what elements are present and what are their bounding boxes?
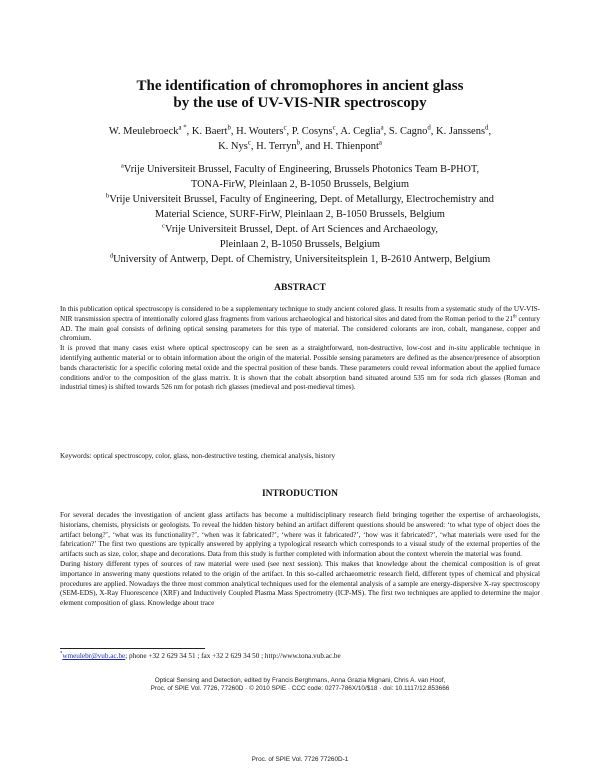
author-sup: a (380, 124, 384, 132)
author: H. Wouters (236, 126, 284, 137)
affiliation-line: Vrije Universiteit Brussel, Dept. of Art Sciences and Archaeology, (165, 224, 438, 235)
proceedings-line-1: Optical Sensing and Detection, edited by Francis Berghmans, Anna Grazia Mignani, Chris A. van Hoof, (154, 677, 446, 684)
author: W. Meulebroeck (108, 126, 179, 137)
email-link[interactable]: wmeulebr@vub.ac.be (62, 652, 126, 660)
abstract-body (60, 305, 540, 393)
proceedings-info (60, 677, 540, 693)
affiliation-sup: d (109, 252, 114, 260)
affiliation-line: Pleinlaan 2, B-1050 Brussels, Belgium (219, 239, 381, 250)
abstract-heading: ABSTRACT (274, 283, 326, 293)
author: P. Cosyns (291, 126, 333, 137)
author-sup: b (227, 124, 231, 132)
intro-paragraph-2: During history different types of sources of raw material were used (see next session). This makes that knowledge about the chemical composition is of great importance in answering many questions related to the origin of the artifact. In this so-called archaeometric research field, different types of chemical and physical procedures are applied. Nowadays the three most common analytical techniques used for the elemental analysis of a sample are energy-dispersive X-ray spectroscopy (SEM-EDS), X-Ray Fluorescence (XRF) and Inductively Coupled Plasma Mass Spectrometry (ICP-MS). The first two techniques are applied to determine the major element composition of glass. Knowledge about trace (60, 559, 540, 608)
author: K. Nys (218, 141, 248, 152)
author: K. Baert (191, 126, 228, 137)
footnote: *wmeulebr@vub.ac.be; phone +32 2 629 34 51 ; fax +32 2 629 34 50 ; http://www.tona.vub.ac.be (60, 651, 341, 660)
author-sup: d (485, 124, 489, 132)
affiliation-c (60, 222, 540, 237)
affiliation-sup: a (120, 162, 124, 170)
title-line-1: The identification of chromophores in ancient glass (136, 78, 464, 94)
author: S. Cagno (388, 126, 428, 137)
affiliation-line: Vrije Universiteit Brussel, Faculty of Engineering, Dept. of Metallurgy, Electrochemistry and (109, 194, 494, 205)
affiliation-line: TONA-FirW, Pleinlaan 2, B-1050 Brussels, Belgium (191, 179, 409, 190)
affiliation-d (60, 252, 540, 267)
affiliation-b (60, 192, 540, 207)
author-sup: b (296, 139, 301, 147)
author-sup: a (378, 139, 382, 147)
author-sup: c (283, 124, 287, 132)
introduction-body (60, 511, 540, 609)
author-list: W. Meulebroeck$^{a *}$, K. Baert$^b$, H. Wouters$^c$, P. Cosyns$^c$, A. Ceglia$^a$, S. Cagno$^d$, K. Janssens$^d$, K. Nys$^c$, H. Terryn$^b$, and H. Thienpont$^a$ (108, 124, 492, 152)
affiliation-line: Material Science, SURF-FirW, Pleinlaan 2, B-1050 Brussels, Belgium (155, 209, 445, 220)
author: H. Thienpont (323, 141, 379, 152)
introduction-heading: INTRODUCTION (261, 489, 338, 499)
paper-title (60, 78, 540, 112)
author-sup: c (332, 124, 336, 132)
affiliation-sup: b (106, 192, 110, 200)
proceedings-line-2: Proc. of SPIE Vol. 7726, 77260D · © 2010 SPIE · CCC code: 0277-786X/10/$18 · doi: 10.1117/12.853666 (150, 685, 450, 692)
footnote-divider (60, 648, 205, 649)
author-sup: a * (178, 124, 187, 132)
intro-paragraph-1: For several decades the investigation of ancient glass artifacts has become a multidisciplinary research field bringing together the expertise of archaeologists, historians, chemists, physicists or geologists. To reveal the hidden history behind an artifact different questions should be answered: ‘to what type of object does the artifact belong?’, ‘what was its functionality?’, ‘when was it fabricated?’, ‘where was it fabricated?’, ‘how was it fabricated?’, ‘what materials were used for the fabrication?’ The first two questions are typically answered by applying a typological research which corresponds to a visual study of the external properties of the artifacts such as size, color, shape and decorations. Data from this study is further completed with information about the context wherein the material was found. (60, 511, 540, 559)
abstract-paragraph-2: It is proved that many cases exist where optical spectroscopy can be seen as a straightforward, non-destructive, low-cost and in-situ applicable technique in identifying authentic material or to obtain information about the origin of the material. Possible sensing parameters are defined as the absence/presence of absorption bands characteristic for a specific coloring metal oxide and the spectral position of these bands. These parameters could reveal information about the applied furnace conditions and/or to the composition of the glass matrix. It is shown that the cobalt absorption band situated around 535 nm for soda rich glasses (Roman and industrial times) is shifted towards 526 nm for potash rich glasses (medieval and post-medieval times). (60, 344, 540, 392)
author-sup: d (427, 124, 431, 132)
affiliation-line: Vrije Universiteit Brussel, Faculty of Engineering, Brussels Photonics Team B-PHOT, (123, 164, 480, 175)
author: K. Janssens (436, 126, 486, 137)
affiliations (60, 162, 540, 267)
abstract-paragraph-1: In this publication optical spectroscopy is considered to be a supplementary technique to study ancient colored glass. It results from a systematic study of the UV-VIS-NIR transmission spectra of intentionally colored glass fragments from various archaeological and historical sites and dated from the Roman period to the 21th century AD. The main goal consists of defining optical sensing parameters for this type of material. The considered colorants are iron, cobalt, manganese, copper and chromium. (60, 305, 540, 343)
author: A. Ceglia (340, 126, 381, 137)
affiliation-a (60, 162, 540, 177)
author-sup: c (247, 139, 251, 147)
affiliation-sup: c (162, 222, 165, 230)
page-footer: Proc. of SPIE Vol. 7726 77260D-1 (251, 756, 349, 763)
keywords: Keywords: optical spectroscopy, color, glass, non-destructive testing, chemical analysis, history (60, 452, 336, 460)
affiliation-line: University of Antwerp, Dept. of Chemistry, Universiteitsplein 1, B-2610 Antwerp, Belgium (113, 254, 491, 265)
title-line-2: by the use of UV-VIS-NIR spectroscopy (173, 95, 427, 111)
author: H. Terryn (256, 141, 297, 152)
